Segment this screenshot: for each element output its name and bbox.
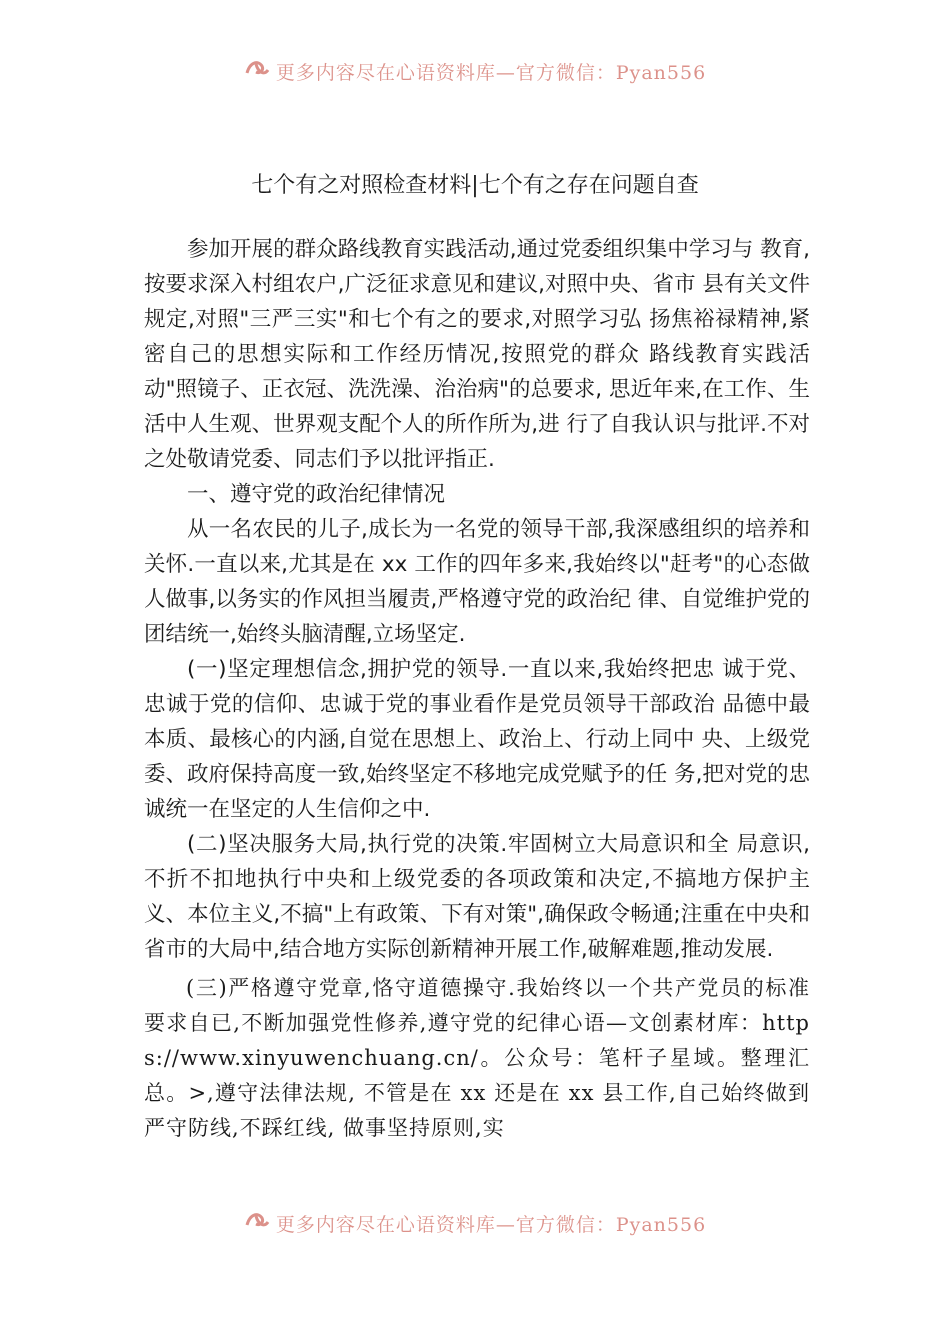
paragraph-point-three: (三)严格遵守党章,恪守道德操守.我始终以一个共产党员的标准要求自已,不断加强党性修养,遵守党的纪律心语—文创素材库：https://www.xinyuwenchuang.cn/。公众号：笔杆子星域。整理汇总。>,遵守法律法规, 不管是在 xx 还是在 xx 县工作,自己始终做到严守防线,不踩红线, 做事坚持原则,实 — [144, 976, 810, 1140]
paragraph-point-two: (二)坚决服务大局,执行党的决策.牢固树立大局意识和全 局意识,不折不扣地执行中央和上级党委的各项政策和决定,不搞地方保护主义、本位主义,不搞"上有政策、下有对策",确保政令畅通;注重在中央和省市的大局中,结合地方实际创新精神开展工作,破解难题,推动发展. — [144, 832, 810, 962]
watermark-top-text: 更多内容尽在心语资料库—官方微信：Pyan556 — [275, 62, 707, 84]
watermark-bottom — [0, 1210, 950, 1236]
document-title: 七个有之对照检查材料|七个有之存在问题自查 — [251, 173, 699, 198]
paragraph-point-one: (一)坚定理想信念,拥护党的领导.一直以来,我始终把忠 诚于党、忠诚于党的信仰、忠诚于党的事业看作是党员领导干部政治 品德中最本质、最核心的内涵,自觉在思想上、政治上、行动上同中 央、上级党委、政府保持高度一致,始终坚定不移地完成党赋予的任 务,把对党的忠诚统一在坚定的人生信仰之中. — [144, 657, 810, 822]
document-body — [144, 232, 810, 1146]
paragraph-intro: 参加开展的群众路线教育实践活动,通过党委组织集中学习与 教育,按要求深入村组农户,广泛征求意见和建议,对照中央、省市 县有关文件规定,对照"三严三实"和七个有之的要求,对照学习弘 扬焦裕禄精神,紧密自己的思想实际和工作经历情况,按照党的群众 路线教育实践活动"照镜子、正衣冠、洗洗澡、治治病"的总要求, 思近年来,在工作、生活中人生观、世界观支配个人的所作所为,进 行了自我认识与批评.不对之处敬请党委、同志们予以批评指正. — [144, 237, 810, 472]
brand-logo-icon — [244, 1210, 270, 1236]
watermark-bottom-text: 更多内容尽在心语资料库—官方微信：Pyan556 — [275, 1214, 707, 1236]
watermark-top — [0, 58, 950, 84]
brand-logo-icon — [244, 58, 270, 84]
paragraph-section-one: 从一名农民的儿子,成长为一名党的领导干部,我深感组织的培养和关怀.一直以来,尤其是在 xx 工作的四年多来,我始终以"赶考"的心态做人做事,以务实的作风担当履责,严格遵守党的政治纪 律、自觉维护党的团结统一,始终头脑清醒,立场坚定. — [144, 517, 810, 647]
section-heading: 一、遵守党的政治纪律情况 — [187, 482, 446, 507]
